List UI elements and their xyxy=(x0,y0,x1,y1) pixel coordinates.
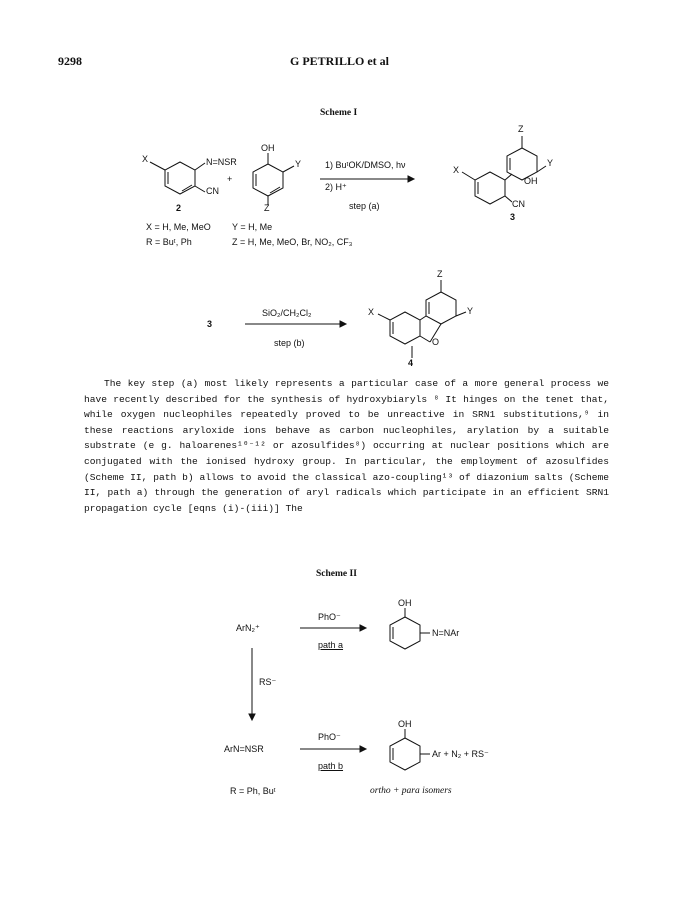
compound2-label: 2 xyxy=(176,203,182,213)
scheme1-title: Scheme I xyxy=(320,108,358,118)
compound2-ring xyxy=(165,162,195,194)
compound3-y: Y xyxy=(547,158,554,168)
scheme2-pho-bottom: PhO⁻ xyxy=(318,732,341,742)
compound3-ring-left xyxy=(475,172,505,204)
step-a-reagent1: 1) BuᵗOK/DMSO, hν xyxy=(325,160,406,170)
z-definition: Z = H, Me, MeO, Br, NO₂, CF₃ xyxy=(232,237,353,247)
compound4-label: 4 xyxy=(408,358,414,368)
compound4-z: Z xyxy=(437,269,443,279)
compound3-label: 3 xyxy=(510,212,516,222)
scheme2-arnnsr: ArN=NSR xyxy=(224,744,264,754)
x-definition: X = H, Me, MeO xyxy=(146,222,211,232)
compound4-ring-right xyxy=(426,292,456,324)
compound2-nnsr: N=NSR xyxy=(206,157,237,167)
running-head: G PETRILLO et al xyxy=(290,54,390,68)
scheme2-oh-bottom: OH xyxy=(398,719,412,729)
body-paragraph-text: The key step (a) most likely represents a particular case of a more general process we have recently described for the synthesis of hydroxybiaryls ⁸ It hinges on the tenet that, while oxygen nucleophiles repeatedly proved to be unreactive in SRN1 substitutions,⁹ in these reactions aryloxide ions behave as carbon nucleophiles, arylation by a suitable substrate (e g. haloarenes¹⁰⁻¹² or azosulfides⁸) occurring at nuclear positions which are conjugated with the ionised hydroxy group. In particular, the employment of azosulfides (Scheme II, path b) allows to avoid the classical azo-coupling¹³ of diazonium salts (Scheme II, path a) through the generation of aryl radicals which participate in an efficient SRN1 propagation cycle [eqns (i)-(iii)] The xyxy=(84,378,609,514)
step-a-reagent2: 2) H⁺ xyxy=(325,182,347,192)
scheme2-path-b: path b xyxy=(318,761,344,771)
compound2-cn: CN xyxy=(206,186,219,196)
scheme2-pho-top: PhO⁻ xyxy=(318,612,341,622)
scheme2-arn2: ArN₂⁺ xyxy=(236,623,260,633)
scheme2-oh-top: OH xyxy=(398,598,412,608)
body-paragraph xyxy=(84,376,609,516)
compound4-y: Y xyxy=(467,306,474,316)
phenol-ring xyxy=(253,164,283,196)
scheme2-rs: RS⁻ xyxy=(259,677,277,687)
compound3-cn: CN xyxy=(512,199,525,209)
step-b-reagent: SiO₂/CH₂Cl₂ xyxy=(262,308,312,318)
compound4-x: X xyxy=(368,307,375,317)
plus-sign: + xyxy=(227,174,233,184)
phenol-z: Z xyxy=(264,203,270,213)
compound4-ring-left xyxy=(390,312,420,344)
phenol-oh: OH xyxy=(261,143,275,153)
compound4-o: O xyxy=(432,337,440,347)
compound3-z: Z xyxy=(518,124,524,134)
compound3-x: X xyxy=(453,165,460,175)
scheme2-isomers: ortho + para isomers xyxy=(370,786,452,796)
scheme2-path-a: path a xyxy=(318,640,344,650)
phenol-y: Y xyxy=(295,159,302,169)
scheme2-nnar: N=NAr xyxy=(432,628,460,638)
scheme2-phenol-bottom xyxy=(390,738,420,770)
compound3-oh: OH xyxy=(524,176,538,186)
scheme2-r-definition: R = Ph, Buᵗ xyxy=(230,786,276,796)
scheme2-phenol-top xyxy=(390,617,420,649)
compound2-x: X xyxy=(142,154,149,164)
step-a-label: step (a) xyxy=(349,201,380,211)
step-b-label: step (b) xyxy=(274,338,305,348)
r-definition: R = Buᵗ, Ph xyxy=(146,237,192,247)
page-number: 9298 xyxy=(58,54,82,68)
scheme2-title: Scheme II xyxy=(316,569,357,579)
y-definition: Y = H, Me xyxy=(232,222,273,232)
scheme2-product-b: Ar + N₂ + RS⁻ xyxy=(432,749,489,759)
step-b-start: 3 xyxy=(207,319,213,329)
